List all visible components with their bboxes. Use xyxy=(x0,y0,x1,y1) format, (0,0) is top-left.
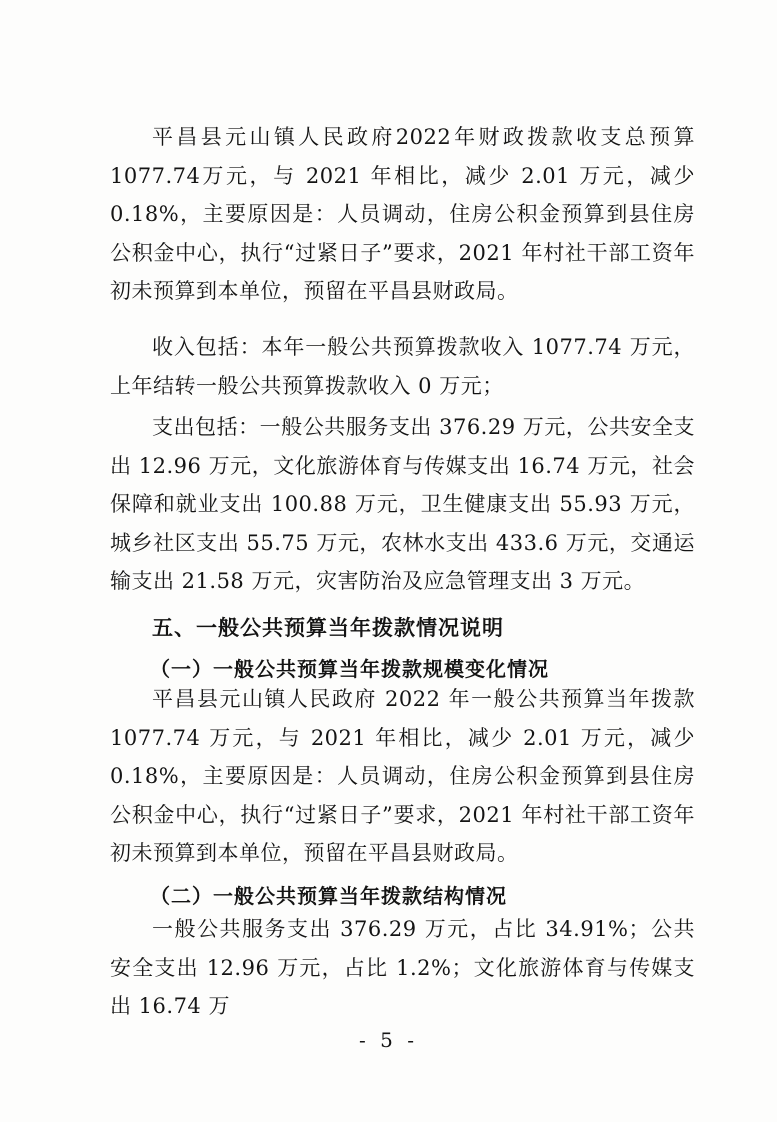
paragraph-income: 收入包括：本年一般公共预算拨款收入 1077.74 万元，上年结转一般公共预算拨款收入 0 万元； xyxy=(110,335,695,398)
subsection-heading-scale-change: （一）一般公共预算当年拨款规模变化情况 xyxy=(150,657,549,681)
page-number: - 5 - xyxy=(359,1028,418,1052)
paragraph-structure: 一般公共服务支出 376.29 万元，占比 34.91%；公共安全支出 12.96 万元，占比 1.2%；文化旅游体育与传媒支出 16.74 万 xyxy=(110,917,695,1018)
paragraph-budget-summary: 平昌县元山镇人民政府2022年财政拨款收支总预算1077.74万元，与 2021 年相比，减少 2.01 万元，减少 0.18%，主要原因是：人员调动，住房公积金预算到县住房公积金中心，执行“过紧日子”要求，2021 年村社干部工资年初未预算到本单位，预留在平昌县财政局。 xyxy=(110,125,695,303)
paragraph-expenditure: 支出包括：一般公共服务支出 376.29 万元，公共安全支出 12.96 万元，文化旅游体育与传媒支出 16.74 万元，社会保障和就业支出 100.88 万元，卫生健康支出 55.93 万元，城乡社区支出 55.75 万元，农林水支出 433.6 万元，交通运输支出 21.58 万元，灾害防治及应急管理支出 3 万元。 xyxy=(110,415,696,593)
paragraph-scale-change: 平昌县元山镇人民政府 2022 年一般公共预算当年拨款 1077.74 万元，与 2021 年相比，减少 2.01 万元，减少 0.18%，主要原因是：人员调动，住房公积金预算到县住房公积金中心，执行“过紧日子”要求，2021 年村社干部工资年初未预算到本单位，预留在平昌县财政局。 xyxy=(110,687,695,865)
section-heading: 五、一般公共预算当年拨款情况说明 xyxy=(152,616,504,640)
subsection-heading-structure: （二）一般公共预算当年拨款结构情况 xyxy=(150,884,507,908)
